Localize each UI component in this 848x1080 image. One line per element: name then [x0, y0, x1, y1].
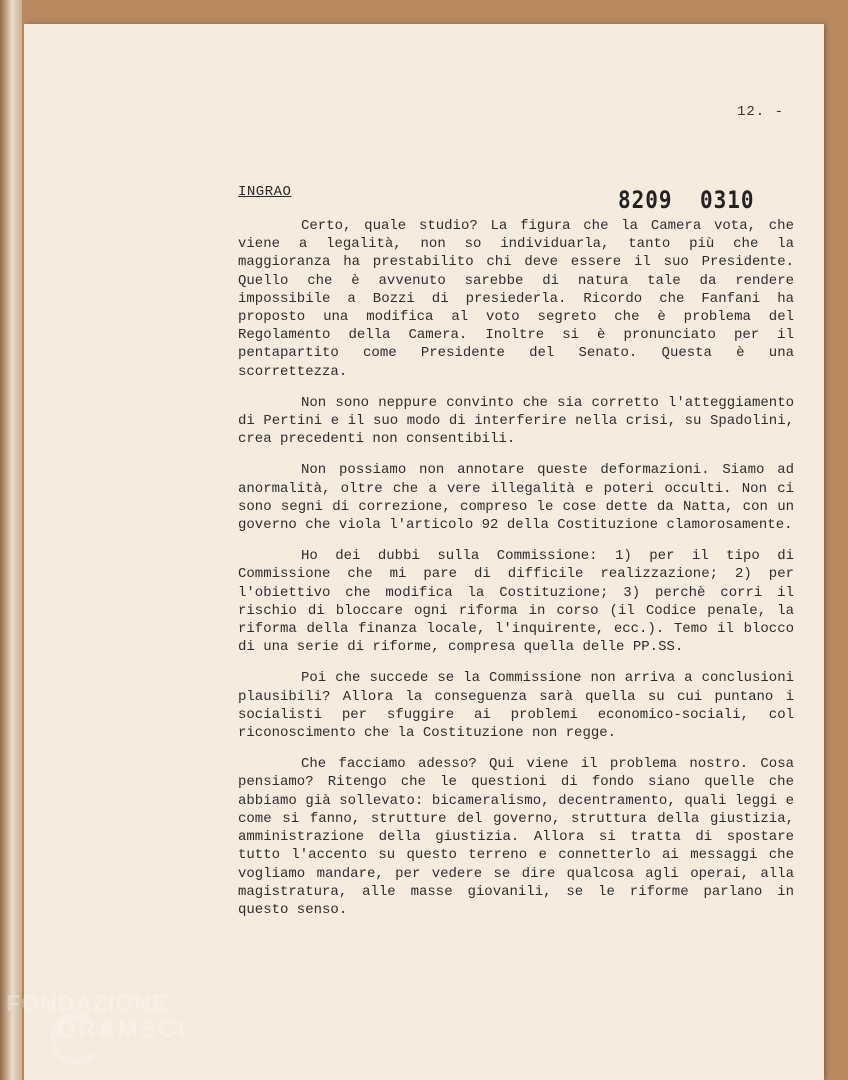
paragraph: Ho dei dubbi sulla Commissione: 1) per il tipo di Commissione che mi pare di difficile realizzazione; 2) per l'obiettivo che modifica la Costituzione; 3) perchè corri il rischio di bloccare ogni riforma in corso (il Codice penale, la riforma della finanza locale, l'inquirente, ecc.). Temo il blocco di una serie di riforme, compresa quella delle PP.SS.	[238, 548, 794, 656]
watermark-line2: GRAMSCI	[58, 1016, 188, 1042]
archive-stamp-number-left: 8209	[618, 186, 673, 214]
paragraph: Certo, quale studio? La figura che la Camera vota, che viene a legalità, non so individuarla, tanto più che la maggioranza ha prestabilito chi deve essere il suo Presidente. Quello che è avvenuto sarebbe di natura tale da rendere impossibile a Bozzi di presiederla. Ricordo che Fanfani ha proposto una modifica al voto segreto che è problema del Regolamento della Camera. Inoltre si è pronunciato per il pentapartito come Presidente del Senato. Questa è una scorrettezza.	[238, 218, 794, 380]
speaker-heading: INGRAO	[238, 184, 292, 200]
paragraph: Che facciamo adesso? Qui viene il problema nostro. Cosa pensiamo? Ritengo che le questioni di fondo siano quelle che abbiamo già sollevato: bicameralismo, decentramento, quali leggi e come si fanno, strutture del governo, struttura della giustizia, amministrazione della giustizia. Allora si tratta di spostare tutto l'accento su questo terreno e connetterlo ai messaggi che vogliamo mandare, per vedere se dire qualcosa agli operai, alla magistratura, alle masse giovanili, se le riforme parlano in questo senso.	[238, 756, 794, 918]
paragraph: Non possiamo non annotare queste deformazioni. Siamo ad anormalità, oltre che a vere illegalità e poteri occulti. Non ci sono segni di correzione, compreso le cose dette da Natta, con un governo che viola l'articolo 92 della Costituzione clamorosamente.	[238, 462, 794, 534]
watermark-line1: FONDAZIONE	[6, 990, 169, 1016]
paragraph: Non sono neppure convinto che sia corretto l'atteggiamento di Pertini e il suo modo di interferire nella crisi, su Spadolini, crea precedenti non consentibili.	[238, 394, 794, 448]
fondazione-gramsci-watermark	[6, 990, 211, 1060]
previous-page-edge	[0, 0, 22, 1080]
document-body	[238, 217, 794, 932]
page-number: 12. -	[737, 104, 785, 120]
paragraph: Poi che succede se la Commissione non arriva a conclusioni plausibili? Allora la conseguenza sarà quella su cui puntano i socialisti per sfuggire ai problemi economico-sociali, col riconoscimento che la Costituzione non regge.	[238, 670, 794, 742]
archive-stamp-number-right: 0310	[700, 186, 755, 214]
